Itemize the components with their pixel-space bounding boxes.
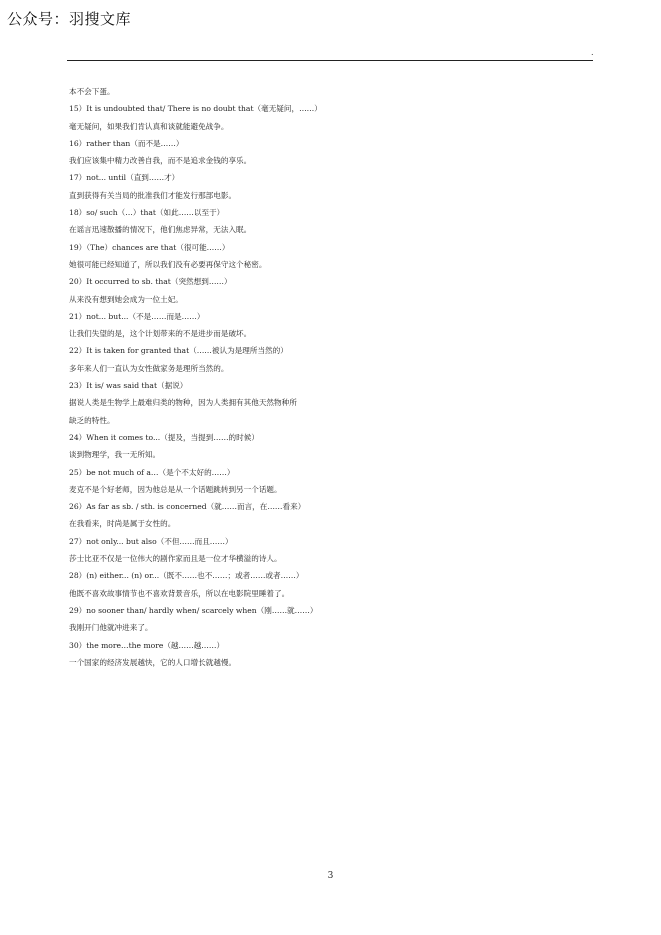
entry-heading: 28）(n) either... (n) or...（既不……也不……；或者……或者……） xyxy=(69,571,304,581)
header-dot: . xyxy=(591,48,594,57)
entry-heading: 22）It is taken for granted that（……被认为是理所当然的） xyxy=(69,346,288,356)
entry-heading: 24）When it comes to...（提及，当提到……的时候） xyxy=(69,432,259,442)
example-sentence: 麦克不是个好老师，因为他总是从一个话题跳转到另一个话题。 xyxy=(69,484,282,494)
example-sentence: 在我看来，时尚是属于女性的。 xyxy=(69,519,176,529)
entry-heading: 27）not only... but also（不但……而且……） xyxy=(69,536,233,546)
header-label: 公众号：羽搜文库 xyxy=(7,10,132,28)
entry-heading: 30）the more…the more（越……越……） xyxy=(69,640,225,650)
document-body xyxy=(69,83,589,671)
example-sentence: 让我们失望的是，这个计划带来的不是进步而是破坏。 xyxy=(69,329,252,339)
example-sentence: 谈到物理学，我一无所知。 xyxy=(69,450,161,460)
entry-heading: 21）not... but...（不是……而是……） xyxy=(69,311,205,321)
example-sentence-continued: 缺乏的特性。 xyxy=(69,415,115,425)
example-sentence: 从来没有想到她会成为一位土妃。 xyxy=(69,294,183,304)
entry-heading: 23）It is/ was said that（据说） xyxy=(69,381,188,391)
entry-heading: 15）It is undoubted that/ There is no doubt that（毫无疑问，……） xyxy=(69,104,322,114)
body-line: 本不会下蛋。 xyxy=(69,87,115,96)
example-sentence: 一个国家的经济发展越快，它的人口增长就越慢。 xyxy=(69,657,237,667)
example-sentence: 直到获得有关当局的批准我们才能发行那部电影。 xyxy=(69,190,237,200)
entry-heading: 20）It occurred to sb. that（突然想到……） xyxy=(69,277,232,287)
example-sentence: 多年来人们一直认为女性做家务是理所当然的。 xyxy=(69,363,229,373)
page-number: 3 xyxy=(327,871,334,881)
example-sentence: 在谣言迅速散播的情况下，他们焦虑异常，无法入眠。 xyxy=(69,225,252,235)
example-sentence: 他既不喜欢故事情节也不喜欢背景音乐，所以在电影院里睡着了。 xyxy=(69,588,290,598)
entry-heading: 19）（The）chances are that（很可能……） xyxy=(69,242,230,252)
example-sentence: 她很可能已经知道了，所以我们没有必要再保守这个秘密。 xyxy=(69,259,267,269)
entry-heading: 17）not... until（直到……才） xyxy=(69,173,180,183)
entry-heading: 29）no sooner than/ hardly when/ scarcely when（刚……就……） xyxy=(69,605,318,615)
example-sentence: 毫无疑问，如果我们肯认真和谈就能避免战争。 xyxy=(69,121,229,131)
example-sentence: 据说人类是生物学上最难归类的物种，因为人类拥有其他天然物种所 xyxy=(69,398,297,408)
entry-heading: 16）rather than（而不是……） xyxy=(69,138,184,148)
example-sentence: 我刚开门他就冲进来了。 xyxy=(69,623,153,633)
entry-heading: 26）As far as sb. / sth. is concerned（就……而言，在……看来） xyxy=(69,502,306,512)
header-divider xyxy=(67,60,593,61)
example-sentence: 莎士比亚不仅是一位伟大的剧作家而且是一位才华横溢的诗人。 xyxy=(69,554,282,564)
entry-heading: 25）be not much of a…（是个不太好的……） xyxy=(69,467,235,477)
entry-heading: 18）so/ such（…）that（如此……以至于） xyxy=(69,208,225,218)
example-sentence: 我们应该集中精力改善自我，而不是追求金钱的享乐。 xyxy=(69,156,252,166)
